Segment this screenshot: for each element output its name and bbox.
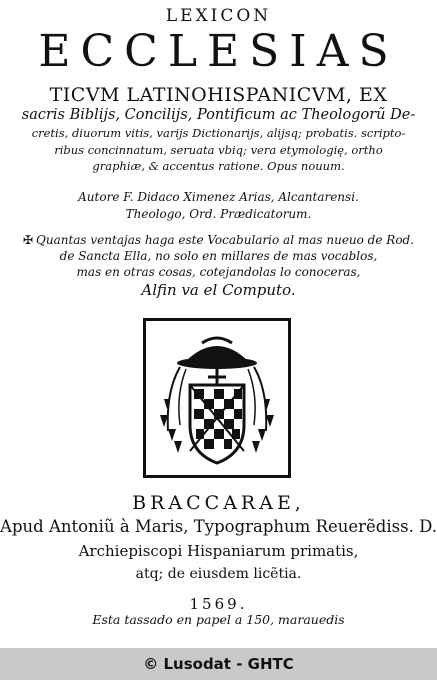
quote-line: Alfin va el Computo. — [141, 281, 296, 299]
quote-line: mas en otras cosas, cotejandolas lo conoceras, — [76, 265, 361, 279]
title-line-1: LEXICON — [165, 6, 272, 26]
imprint-place: BRACCARAE, — [132, 492, 305, 514]
coat-of-arms-icon — [146, 321, 288, 475]
imprint-price: Esta tassado en papel a 150, marauedis — [92, 612, 345, 627]
quote-line — [0, 234, 437, 246]
title-line-2: ECCLESIAS — [38, 26, 399, 77]
copyright-footer: © Lusodat - GHTC — [0, 648, 437, 680]
cross-icon: ✠ — [22, 233, 33, 247]
quote-text: Quantas ventajas haga este Vocabulario al mas nueuo de Rod. — [36, 233, 415, 247]
title-line-3: TICVM LATINOHISPANICVM, EX — [49, 84, 388, 106]
body-text-line: cretis, diuorum vitis, varijs Dictionarijs, alijsq; probatis. scripto- — [31, 126, 406, 140]
imprint-printer: Apud Antoniũ à Maris, Typographum Reuerẽdiss. D. — [0, 517, 437, 536]
imprint-line: atq; de eiusdem licẽtia. — [135, 566, 302, 582]
body-text-line: ribus concinnatum, seruata vbiq; vera etymologię, ortho — [54, 143, 383, 157]
imprint-line: Archiepiscopi Hispaniarum primatis, — [78, 542, 359, 560]
imprint-year: 1569. — [189, 595, 248, 613]
author-line: Theologo, Ord. Prædicatorum. — [125, 207, 312, 221]
coat-of-arms-woodcut — [143, 318, 291, 478]
author-line: Autore F. Didaco Ximenez Arias, Alcantarensi. — [78, 190, 359, 204]
body-text-line: graphiæ, & accentus ratione. Opus nouum. — [92, 159, 345, 173]
quote-line: de Sancta Ella, no solo en millares de mas vocablos, — [59, 249, 378, 263]
body-text-line: sacris Biblijs, Concilijs, Pontificum ac Theologorũ De- — [21, 107, 416, 123]
